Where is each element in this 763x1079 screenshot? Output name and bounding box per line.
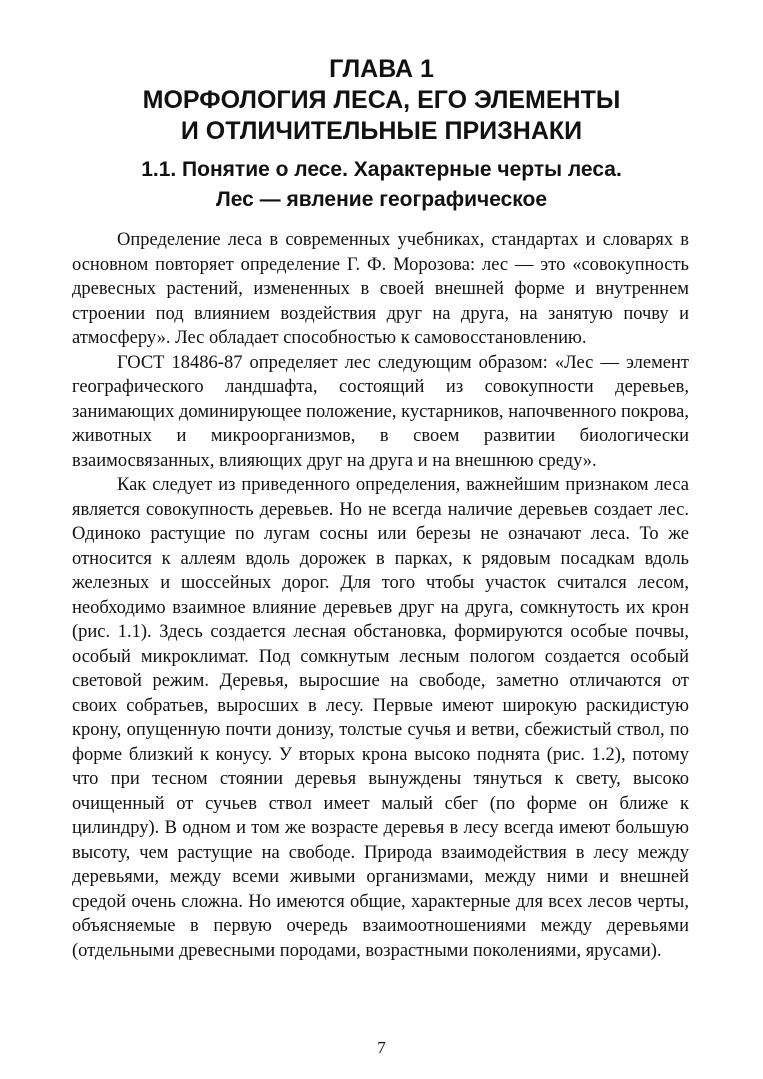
section-heading bbox=[40, 155, 723, 215]
section-heading-line-1: 1.1. Понятие о лесе. Характерные черты леса. bbox=[141, 158, 622, 181]
chapter-number: ГЛАВА 1 bbox=[329, 55, 434, 83]
paragraph: Определение леса в современных учебниках, стандартах и словарях в основном повторяет определение Г. Ф. Морозова: лес — это «совокупность древесных растений, измененных в своей внешней форме и внутреннем строении под влиянием воздействия друг на друга, на занятую почву и атмосферу». Лес обладает способностью к самовосстановлению. bbox=[72, 230, 689, 348]
page-number: 7 bbox=[377, 1038, 386, 1057]
body-text bbox=[72, 228, 689, 963]
chapter-title bbox=[40, 54, 723, 147]
paragraph: ГОСТ 18486-87 определяет лес следующим образом: «Лес — элемент географического ландшафта, состоящий из совокупности деревьев, занимающих доминирующее положение, кустарников, напочвенного покрова, животных и микроорганизмов, в своем развитии биологически взаимосвязанных, влияющих друг на друга и на внешнюю среду». bbox=[72, 352, 689, 471]
chapter-title-line-2: И ОТЛИЧИТЕЛЬНЫЕ ПРИЗНАКИ bbox=[180, 117, 583, 145]
chapter-title-line-1: МОРФОЛОГИЯ ЛЕСА, ЕГО ЭЛЕМЕНТЫ bbox=[142, 86, 621, 114]
paragraph: Как следует из приведенного определения, важнейшим признаком леса является совокупность деревьев. Но не всегда наличие деревьев создает лес. Одиноко растущие по лугам сосны или березы не означают леса. То же относится к аллеям вдоль дорожек в парках, к рядовым посадкам вдоль железных и шоссейных дорог. Для того чтобы участок считался лесом, необходимо взаимное влияние деревьев друг на друга, сомкнутость их крон (рис. 1.1). Здесь создается лесная обстановка, формируются особые почвы, особый микроклимат. Под сомкнутым лесным пологом создается особый световой режим. Деревья, выросшие на свободе, заметно отличаются от своих собратьев, выросших в лесу. Первые имеют широкую раскидистую крону, опущенную почти донизу, толстые сучья и ветви, сбежистый ствол, по форме близкий к конусу. У вторых крона высоко поднята (рис. 1.2), потому что при тесном стоянии деревья вынуждены тянуться к свету, высоко очищенный от сучьев ствол имеет малый сбег (по форме он ближе к цилиндру). В одном и том же возрасте деревья в лесу всегда имеют большую высоту, чем растущие на свободе. Природа взаимодействия в лесу между деревьями, между всеми живыми организмами, между ними и внешней средой очень сложна. Но имеются общие, характерные для всех лесов черты, объясняемые в первую очередь взаимоотношениями между деревьями (отдельными древесными породами, возрастными поколениями, ярусами). bbox=[72, 475, 689, 961]
section-heading-line-2: Лес — явление географическое bbox=[215, 188, 548, 211]
